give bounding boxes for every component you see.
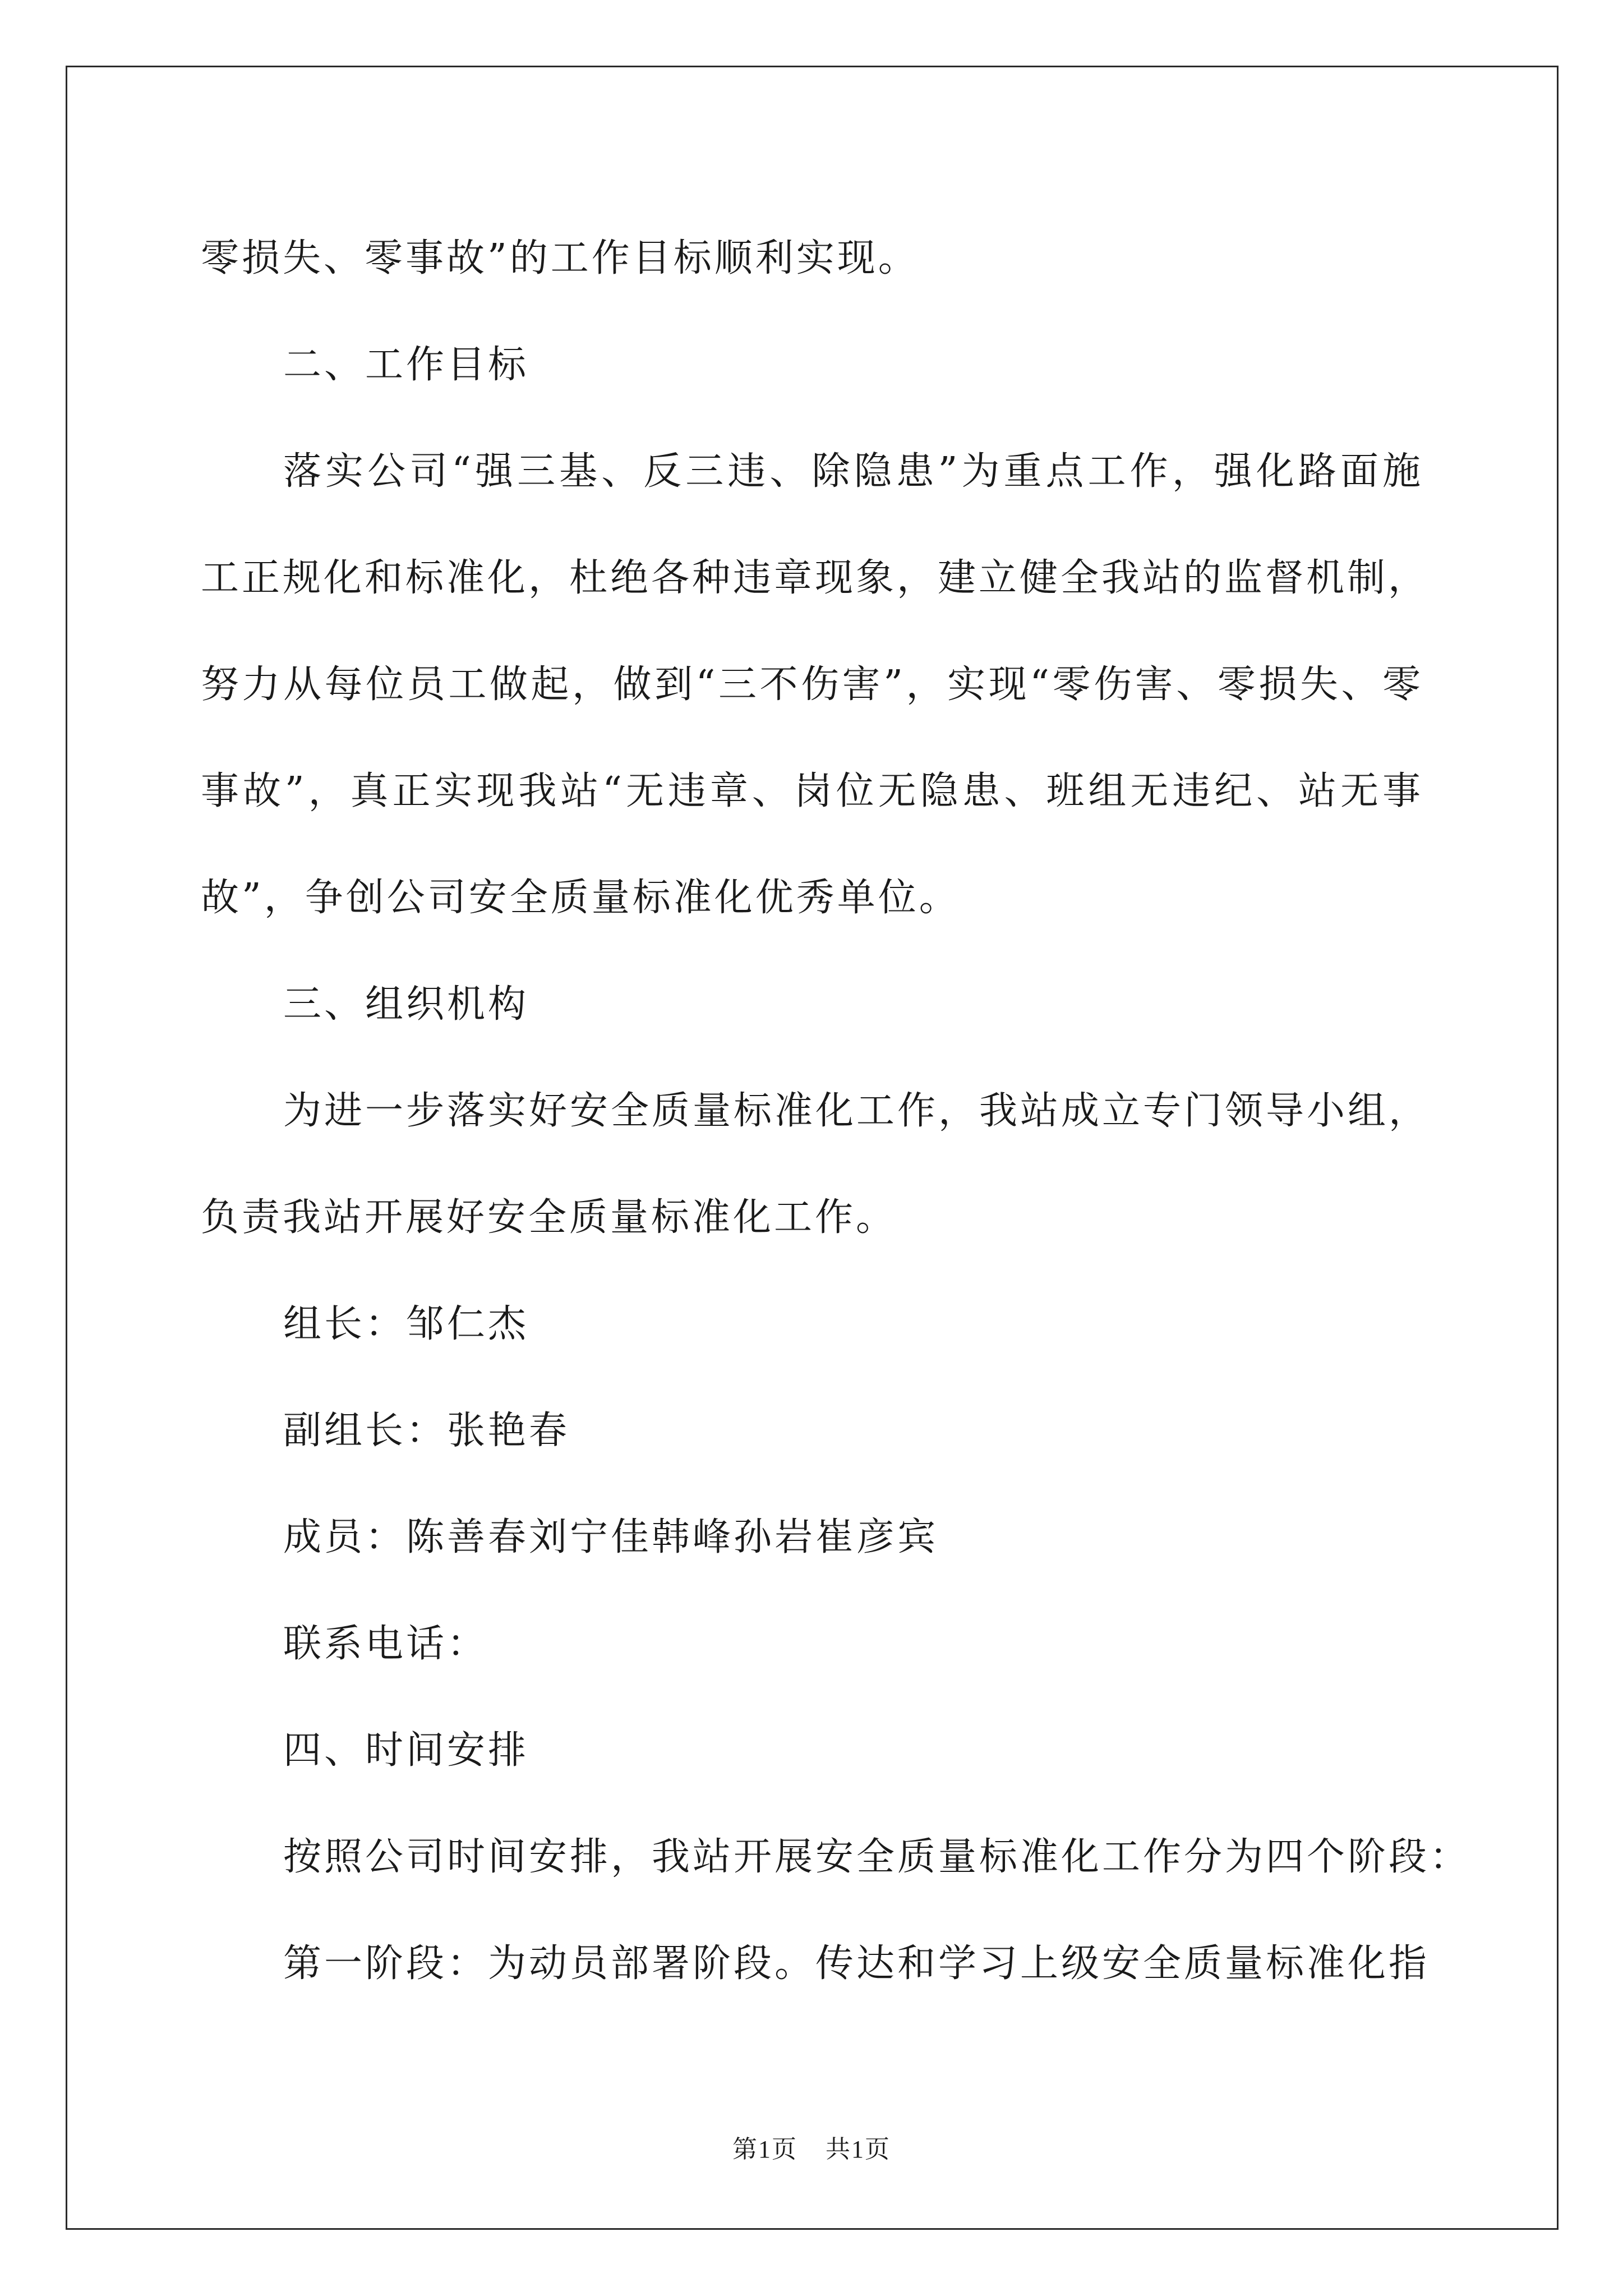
body-line-4: 工正规化和标准化，杜绝各种违章现象，建立健全我站的监督机制， — [201, 556, 1430, 600]
page-total: 共1页 — [826, 2136, 891, 2163]
document-body — [201, 205, 1471, 2017]
section-heading-work-goals: 二、工作目标 — [283, 343, 529, 387]
deputy-leader-line: 副组长：张艳春 — [283, 1409, 570, 1453]
body-line-1: 零损失、零事故”的工作目标顺利实现。 — [201, 236, 919, 280]
body-line-5: 努力从每位员工做起，做到“三不伤害”，实现“零伤害、零损失、零 — [201, 662, 1423, 707]
members-line: 成员：陈善春刘宁佳韩峰孙岩崔彦宾 — [283, 1515, 939, 1559]
body-line-10: 负责我站开展好安全质量标准化工作。 — [201, 1195, 897, 1240]
contact-phone-line: 联系电话： — [283, 1622, 488, 1666]
body-line-16: 按照公司时间安排，我站开展安全质量标准化工作分为四个阶段： — [283, 1835, 1471, 1879]
body-line-7: 故”，争创公司安全质量标准化优秀单位。 — [201, 876, 960, 920]
body-line-9: 为进一步落实好安全质量标准化工作，我站成立专门领导小组， — [283, 1089, 1430, 1133]
body-line-17: 第一阶段：为动员部署阶段。传达和学习上级安全质量标准化指 — [283, 1941, 1430, 1986]
group-leader-line: 组长：邹仁杰 — [283, 1302, 529, 1346]
section-heading-organization: 三、组织机构 — [283, 982, 529, 1027]
page-number: 第1页 — [732, 2136, 797, 2163]
page-footer — [0, 2129, 1623, 2165]
body-line-6: 事故”，真正实现我站“无违章、岗位无隐患、班组无违纪、站无事 — [201, 769, 1423, 813]
body-line-3: 落实公司“强三基、反三违、除隐患”为重点工作，强化路面施 — [283, 449, 1423, 494]
section-heading-schedule: 四、时间安排 — [283, 1728, 529, 1773]
